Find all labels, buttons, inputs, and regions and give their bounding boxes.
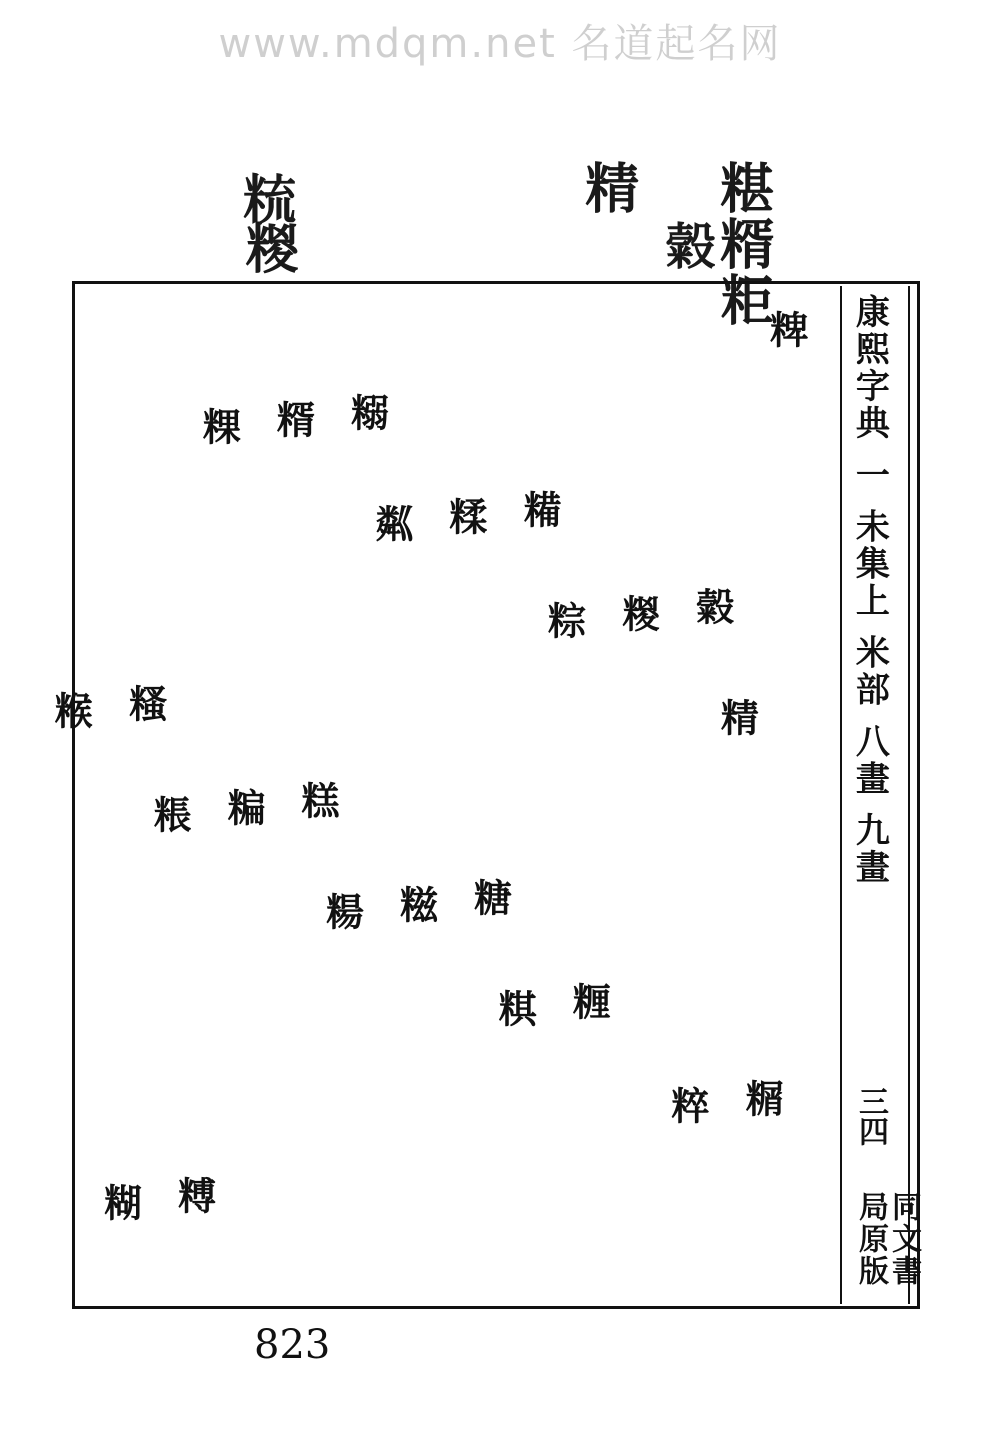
head-character: 糉 — [615, 594, 661, 632]
seal-heading-right: 糂糈粔 — [711, 160, 776, 328]
head-character: 糈 — [270, 400, 316, 438]
dictionary-title: 康熙字典 一 未集上 米部 八畫 九畫 — [849, 294, 890, 887]
text-column — [600, 290, 625, 1300]
text-column — [674, 290, 699, 1300]
head-character: 精 — [714, 698, 760, 736]
text-column — [378, 290, 403, 1300]
head-character: 粻 — [147, 795, 192, 833]
text-column — [353, 290, 378, 1300]
head-character: 粽 — [541, 601, 587, 639]
head-character: 糄 — [221, 788, 266, 826]
text-column — [403, 290, 428, 1300]
text-column — [427, 290, 452, 1300]
head-character: 糐 — [171, 1176, 217, 1214]
head-character: 糑 — [344, 393, 390, 431]
side-page-number: 三四 — [853, 1086, 888, 1146]
head-character: 糔 — [122, 684, 168, 722]
publisher-label: 同文書局原版 — [853, 1191, 921, 1287]
head-character: 糕 — [295, 781, 340, 819]
text-column — [699, 290, 724, 1300]
text-column — [723, 290, 748, 1300]
text-column — [649, 290, 674, 1300]
dictionary-body — [48, 290, 822, 1300]
text-column — [797, 290, 822, 1300]
head-character: 粸 — [492, 989, 538, 1027]
text-column — [526, 290, 551, 1300]
text-column — [107, 290, 132, 1300]
head-character: 糓 — [689, 587, 735, 625]
seal-heading-right-2: 糓 — [657, 220, 717, 272]
head-character: 粺 — [763, 310, 809, 348]
text-column — [452, 290, 477, 1300]
head-character: 糅 — [443, 497, 488, 535]
head-character: 糖 — [467, 878, 513, 916]
seal-heading-mid: 精 — [576, 160, 641, 216]
text-column — [748, 290, 773, 1300]
head-character: 糃 — [319, 892, 365, 930]
text-column — [501, 290, 526, 1300]
head-character: 粹 — [665, 1086, 710, 1124]
head-character: 粿 — [196, 407, 242, 445]
text-column — [773, 290, 798, 1300]
text-column — [477, 290, 502, 1300]
head-character: 糍 — [393, 885, 439, 923]
text-column — [82, 290, 107, 1300]
head-character: 糊 — [97, 1183, 143, 1221]
head-character: 粼 — [369, 504, 414, 542]
text-column — [575, 290, 600, 1300]
head-character: 糇 — [48, 691, 94, 729]
text-column — [551, 290, 576, 1300]
seal-heading-left-2: 糉 — [236, 220, 301, 276]
site-watermark: www.mdqm.net 名道起名网 — [218, 21, 782, 67]
page-number: 823 — [254, 1322, 331, 1368]
head-character: 糎 — [566, 982, 612, 1020]
head-character: 糏 — [739, 1079, 784, 1117]
side-column — [840, 286, 921, 1304]
text-column — [625, 290, 650, 1300]
head-character: 糒 — [517, 490, 562, 528]
seal-heading-left: 𥹷 — [236, 170, 301, 226]
